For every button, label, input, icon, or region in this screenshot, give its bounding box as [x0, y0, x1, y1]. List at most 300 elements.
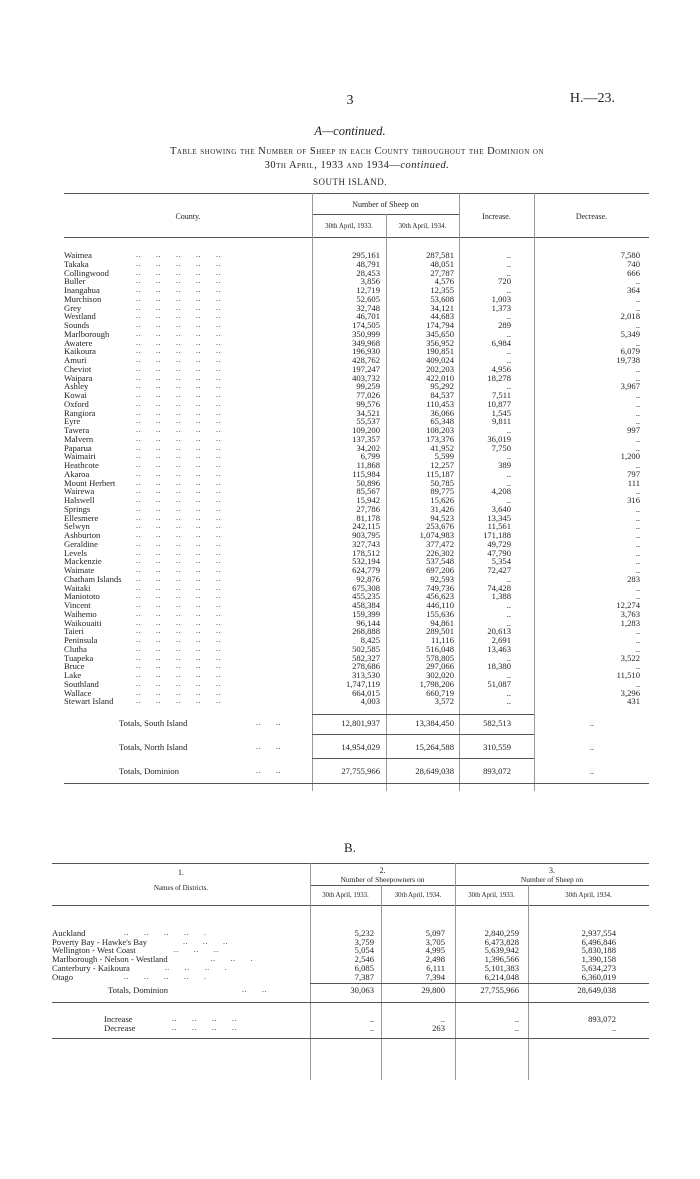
increase-value: ..	[506, 250, 511, 260]
sheep-1934: 5,599	[434, 451, 454, 462]
decrease-value: ..	[635, 512, 640, 523]
total-1933: 27,755,966	[341, 766, 380, 776]
county-name: Maniototo	[64, 591, 100, 602]
county-name: Tuapeka	[64, 652, 94, 663]
decrease-value: 11,510	[616, 670, 640, 680]
sheep-1934: 89,775	[430, 486, 454, 497]
decrease-value: ..	[635, 626, 640, 637]
decrease-value: ..	[635, 390, 640, 400]
sheep-1933: 46,701	[356, 311, 380, 322]
increase-value: ..	[506, 652, 511, 663]
total-increase: 893,072	[483, 766, 511, 776]
table-b-sheep-1933-header: 30th April, 1933.	[468, 892, 515, 899]
leader-dots: .. .. .. .. ..	[136, 250, 221, 259]
decrease-value: ..	[635, 538, 640, 549]
county-name: Waimea	[64, 250, 92, 260]
sheepowners-1933: 5,054	[354, 945, 374, 956]
county-name: Eyre	[64, 416, 81, 427]
leader-dots: .. .. .. .. ..	[136, 556, 221, 566]
leader-dots: .. .. .. .. ..	[136, 398, 221, 408]
sheep-1934: 12,257	[430, 460, 454, 470]
table-b-sheepowners-header: Number of Sheepowners on	[340, 875, 425, 884]
table-b-district-header: Names of Districts.	[153, 884, 209, 892]
total-1934: 13,384,450	[415, 718, 454, 728]
sheepowners-1934: ..	[440, 1014, 445, 1025]
island-heading: SOUTH ISLAND.	[313, 177, 387, 187]
table-title	[62, 145, 652, 173]
leader-dots: .. .. .. .. ..	[136, 486, 221, 496]
county-name: Ashley	[64, 381, 89, 392]
sheep-1934: 36,066	[430, 407, 454, 418]
increase-value: 389	[498, 460, 511, 470]
table-a-totals-rule	[312, 714, 534, 715]
sheep-1933: 2,840,259	[484, 928, 519, 938]
table-title-continued: continued.	[400, 160, 450, 171]
decrease-value: 3,522	[620, 652, 640, 663]
decrease-value: ..	[635, 302, 640, 313]
leader-dots: .. .. .. .. ..	[136, 538, 221, 548]
sheep-1934: 155,636	[426, 608, 454, 619]
sheep-1934: 34,121	[430, 302, 454, 313]
table-b-header-bottom-rule	[52, 905, 649, 906]
county-name: Lake	[64, 670, 82, 680]
sheep-1933: 6,473,828	[484, 936, 519, 947]
sheep-1933: 99,576	[356, 398, 380, 409]
sheep-1934: 53,608	[430, 293, 454, 304]
increase-value: 18,380	[487, 661, 511, 672]
decrease-value: ..	[635, 363, 640, 374]
county-name: Sounds	[64, 320, 90, 330]
sheepowners-1933: 7,387	[354, 971, 374, 982]
increase-value: ..	[506, 285, 511, 295]
sheep-1933: 1,747,119	[345, 678, 380, 689]
sheep-1933: 428,762	[352, 355, 380, 365]
table-a-top-rule	[64, 193, 649, 194]
sheep-1934: 115,187	[426, 468, 454, 479]
leader-dots: .. .. ..	[183, 936, 238, 946]
sheep-1934: 1,074,983	[419, 530, 454, 540]
sheep-1933: 458,384	[352, 600, 380, 610]
increase-value: 9,811	[491, 416, 511, 427]
totals-label: Totals, Dominion	[119, 766, 180, 776]
sheep-1933: 502,585	[352, 643, 380, 654]
sheep-1933: 27,755,966	[480, 985, 519, 996]
increase-value: ..	[506, 425, 511, 435]
total-1933: 14,954,029	[341, 742, 380, 752]
section-a-heading: A—continued.	[314, 124, 386, 138]
leader-dots: .. .. .. .. .	[124, 928, 207, 937]
totals-label: Totals, North Island	[119, 742, 188, 752]
county-name: Geraldine	[64, 538, 98, 549]
leader-dots: .. .. .. .. ..	[136, 678, 221, 688]
district-name: Decrease	[104, 1023, 136, 1034]
sheep-1933: 5,639,942	[484, 945, 519, 956]
leader-dots: .. .. .. .. ..	[136, 626, 221, 636]
county-name: Marlborough	[64, 328, 110, 339]
district-name: Canterbury - Kaikoura	[52, 962, 130, 973]
decrease-value: ..	[635, 530, 640, 540]
decrease-value: ..	[635, 547, 640, 558]
total-increase: 582,513	[483, 718, 511, 728]
table-b-sheep-header: Number of Sheep on	[520, 875, 584, 884]
leader-dots: .. .. .. .. ..	[136, 573, 221, 583]
table-a-totals-rule	[312, 734, 534, 735]
county-name: Waimairi	[64, 451, 96, 462]
sheep-1933: 50,896	[356, 477, 380, 488]
sheep-1934: 95,292	[430, 381, 454, 392]
district-row	[52, 955, 649, 964]
county-name: Tawera	[64, 425, 90, 435]
county-name: Westland	[64, 311, 96, 322]
county-name: Ellesmere	[64, 512, 99, 523]
increase-value: ..	[506, 687, 511, 698]
decrease-value: 111	[627, 477, 640, 488]
table-a-sheep-header: Number of Sheep on	[352, 200, 419, 209]
sheep-1934: 516,048	[426, 643, 454, 654]
decrease-value: 283	[627, 573, 640, 584]
county-name: Inangahua	[64, 285, 100, 295]
sheepowners-1933: 2,546	[354, 954, 374, 965]
decrease-value: 997	[627, 425, 640, 435]
leader-dots: .. .. .. ..	[172, 1023, 237, 1033]
sheep-1934: 446,110	[426, 600, 454, 610]
sheep-1933: 28,453	[356, 267, 380, 278]
county-name: Kaikoura	[64, 346, 96, 357]
sheep-1933: 532,194	[352, 556, 380, 567]
sheep-1933: 92,876	[356, 573, 380, 584]
county-name: Rangiora	[64, 407, 96, 418]
county-name: Awatere	[64, 337, 93, 348]
sheep-1934: 15,626	[430, 495, 454, 505]
table-b-sheep-1934-header: 30th April, 1934.	[565, 892, 612, 899]
decrease-value: 6,079	[620, 346, 640, 357]
leader-dots: .. .. .. .. ..	[136, 381, 221, 391]
leader-dots: .. .. .. .. ..	[136, 600, 221, 609]
increase-value: ..	[506, 355, 511, 365]
sheep-1934: 44,683	[430, 311, 454, 322]
decrease-value: 3,967	[620, 381, 640, 392]
table-a-decrease-header: Decrease.	[575, 212, 608, 221]
sheep-1934: 2,937,554	[581, 928, 616, 938]
sheep-1933: 403,732	[352, 372, 380, 383]
sheep-1933: 903,795	[352, 530, 380, 540]
sheep-1934: 302,020	[426, 670, 454, 680]
leader-dots: .. .. .. .. ..	[136, 652, 221, 662]
increase-value: 2,691	[491, 635, 511, 645]
increase-value: ..	[506, 381, 511, 392]
leader-dots: .. .. .. .. ..	[136, 320, 221, 329]
leader-dots: .. .. .. .. ..	[136, 608, 221, 618]
table-b-subheader-rule	[310, 885, 649, 886]
sheepowners-1933: 30,063	[350, 985, 374, 996]
increase-value: 1,388	[491, 591, 511, 602]
sheep-1933: 268,888	[352, 626, 380, 637]
table-title-line1: Table showing the Number of Sheep in each County throughout the Dominion on	[169, 146, 545, 157]
county-name: Stewart Island	[64, 696, 114, 707]
county-name: Chatham Islands	[64, 573, 122, 584]
sheepowners-1934: 5,097	[425, 928, 445, 938]
page-number: 3	[346, 93, 354, 108]
sheep-1933: 109,200	[352, 425, 380, 435]
leader-dots: .. .. .. .. ..	[136, 643, 221, 653]
county-name: Waitaki	[64, 582, 91, 593]
sheepowners-1933: 6,085	[354, 962, 374, 973]
sheep-1933: 85,567	[356, 486, 380, 497]
county-name: Oxford	[64, 398, 89, 409]
sheep-1933: 32,748	[356, 302, 380, 313]
sheep-1934: 4,576	[434, 276, 454, 287]
leader-dots: .. .. .. .. ..	[136, 442, 221, 452]
sheep-1934: 1,798,206	[419, 678, 454, 689]
totals-row	[52, 986, 649, 995]
sheep-1934: 173,376	[426, 433, 454, 444]
increase-value: ..	[506, 573, 511, 584]
sheep-1934: 422,010	[426, 372, 454, 383]
sheep-1933: 582,327	[352, 652, 380, 663]
sheep-1934: 11,116	[431, 635, 454, 645]
sheep-1933: 313,530	[352, 670, 380, 680]
leader-dots: .. .. .. .. .	[124, 971, 207, 981]
table-a-header-bottom-rule	[64, 237, 649, 238]
sheep-1934: 84,537	[430, 390, 454, 400]
sheep-1933: 11,868	[356, 460, 380, 470]
county-name: Selwyn	[64, 521, 90, 532]
decrease-value: 7,580	[620, 250, 640, 260]
county-name: Wallace	[64, 687, 92, 698]
table-b-col2-number: 2.	[379, 866, 386, 875]
sheepowners-1934: 2,498	[425, 954, 445, 965]
leader-dots: .. .. .. .. ..	[136, 425, 221, 434]
sheep-1934: 5,830,188	[581, 945, 616, 956]
decrease-value: ..	[635, 503, 640, 514]
decrease-value: ..	[635, 337, 640, 348]
increase-value: ..	[506, 608, 511, 619]
decrease-value: ..	[635, 661, 640, 672]
sheep-1934: 12,355	[430, 285, 454, 295]
sheep-1934: 110,453	[426, 398, 454, 409]
sheep-1934: 297,066	[426, 661, 454, 672]
district-name: Auckland	[52, 928, 86, 938]
county-name: Waipara	[64, 372, 93, 383]
leader-dots: .. .. .. .. ..	[136, 433, 221, 443]
sheep-1933: 77,026	[356, 390, 380, 400]
sheepowners-1933: 3,759	[354, 936, 374, 947]
leader-dots: .. .. .	[210, 954, 254, 964]
sheep-1934: 94,861	[430, 617, 454, 628]
sheep-1933: 34,521	[356, 407, 380, 418]
county-name: Peninsula	[64, 635, 98, 645]
sheep-1934: 660,719	[426, 687, 454, 698]
document-reference: H.—23.	[569, 91, 615, 106]
decrease-value: 740	[627, 258, 640, 269]
sheep-1933: 99,259	[356, 381, 380, 392]
county-name: Mount Herbert	[64, 477, 116, 488]
total-1934: 15,264,588	[415, 742, 454, 752]
district-row	[52, 973, 649, 982]
increase-value: 720	[498, 276, 511, 287]
section-b-heading: B.	[344, 840, 356, 855]
increase-value: 1,003	[491, 293, 511, 304]
sheep-1933: 5,101,383	[484, 962, 519, 973]
increase-value: ..	[506, 311, 511, 322]
sheep-1933: 12,719	[356, 285, 380, 295]
sheep-1933: 27,786	[356, 503, 380, 514]
leader-dots: .. .. .. .. ..	[136, 311, 221, 321]
county-name: Cheviot	[64, 363, 92, 374]
county-name: Vincent	[64, 600, 91, 610]
sheep-1933: 1,396,566	[484, 954, 519, 965]
total-1933: 12,801,937	[341, 718, 380, 728]
leader-dots: .. .. .. .. ..	[136, 355, 221, 364]
decrease-value: ..	[635, 635, 640, 645]
table-a-increase-header: Increase.	[482, 212, 511, 221]
sheep-1934: 5,634,273	[581, 962, 616, 973]
leader-dots: .. .. .. .. ..	[136, 591, 221, 601]
leader-dots: .. .. .. .	[164, 962, 228, 972]
leader-dots: .. .. .. .. ..	[136, 346, 221, 356]
sheep-1933: ..	[514, 1014, 519, 1025]
decrease-value: 12,274	[616, 600, 640, 610]
county-name: Heathcote	[64, 460, 99, 470]
increase-value: 7,750	[491, 442, 511, 453]
increase-value: ..	[506, 468, 511, 479]
increase-value: ..	[506, 670, 511, 680]
leader-dots: .. .. .. .. ..	[136, 687, 221, 697]
decrease-value: 797	[627, 468, 640, 479]
increase-value: ..	[506, 328, 511, 339]
increase-value: ..	[506, 600, 511, 610]
increase-row	[52, 1015, 649, 1024]
increase-value: 72,427	[487, 565, 511, 575]
leader-dots: .. .. .. .. ..	[136, 512, 221, 522]
totals-label: Totals, South Island	[119, 718, 188, 728]
sheep-1934: 3,572	[434, 696, 454, 707]
decrease-value: 431	[627, 696, 640, 707]
leader-dots: .. .. .. .. ..	[136, 477, 221, 487]
decrease-value: ..	[635, 582, 640, 593]
sheep-1934: 94,523	[430, 512, 454, 523]
leader-dots: .. .. .. ..	[172, 1014, 237, 1024]
sheep-1933: 327,743	[352, 538, 380, 549]
district-row	[52, 938, 649, 947]
county-name: Halswell	[64, 495, 95, 505]
increase-value: ..	[506, 346, 511, 357]
table-b-col3-number: 3.	[549, 866, 555, 875]
leader-dots: .. .. .. .. ..	[136, 565, 221, 574]
sheepowners-1934: 7,394	[425, 971, 445, 982]
sheep-1933: 174,505	[352, 320, 380, 330]
decrease-value: ..	[635, 643, 640, 654]
county-name: Bruce	[64, 661, 85, 672]
sheep-1934: 578,805	[426, 652, 454, 663]
increase-value: 20,613	[487, 626, 511, 637]
county-name: Southland	[64, 678, 99, 689]
increase-value: 47,790	[487, 547, 511, 558]
leader-dots: .. .. .. .. ..	[136, 407, 221, 417]
leader-dots: .. .. .. .. ..	[136, 302, 221, 312]
sheep-1934: 697,206	[426, 565, 454, 575]
increase-value: 36,019	[487, 433, 511, 444]
leader-dots: .. .. .. .. ..	[136, 503, 221, 513]
leader-dots: .. .. .. .. ..	[136, 635, 221, 644]
leader-dots: .. .. .. .. ..	[136, 267, 221, 277]
sheep-1934: 31,426	[430, 503, 454, 514]
decrease-value: 364	[627, 285, 640, 295]
decrease-value: ..	[635, 293, 640, 304]
sheep-1933: 52,605	[356, 293, 380, 304]
table-b-bottom-rule	[52, 1038, 649, 1039]
decrease-value: ..	[635, 398, 640, 409]
sheep-1934: 456,623	[426, 591, 454, 602]
sheepowners-1933: 5,232	[354, 928, 374, 938]
sheep-1933: 455,235	[352, 591, 380, 602]
decrease-value: ..	[635, 433, 640, 444]
leader-dots: .. .. .. .. ..	[136, 416, 221, 426]
sheep-1933: 4,003	[360, 696, 380, 707]
sheep-1934: 1,390,158	[581, 954, 616, 965]
leader-dots: .. .. ..	[173, 945, 234, 955]
sheep-1933: 3,856	[360, 276, 380, 287]
leader-dots: .. .. .. .. ..	[136, 617, 221, 627]
table-a-1933-header: 30th April, 1933.	[325, 222, 373, 230]
table-a-county-header: County.	[175, 212, 201, 221]
county-name: Wairewa	[64, 486, 95, 497]
decrease-value: 666	[627, 267, 640, 278]
increase-value: 13,463	[487, 643, 511, 654]
table-title-line2: 30th April, 1933 and 1934—	[264, 160, 401, 171]
sheep-1934: 6,496,846	[581, 936, 616, 947]
decrease-value: ..	[635, 460, 640, 470]
leader-dots: .. .. .. .. ..	[136, 293, 221, 303]
leader-dots: .. .. .. .. ..	[136, 258, 221, 268]
decrease-value: 1,283	[620, 617, 640, 628]
district-name: Wellington - West Coast	[52, 945, 136, 956]
county-name: Malvern	[64, 433, 94, 444]
sheep-1934: ..	[611, 1023, 616, 1034]
increase-value: ..	[506, 267, 511, 278]
sheep-1934: 41,952	[430, 442, 454, 453]
sheep-1933: 15,942	[356, 495, 380, 505]
decrease-value: ..	[635, 486, 640, 497]
sheep-1934: 226,302	[426, 547, 454, 558]
county-name: Akaroa	[64, 468, 90, 479]
sheep-1934: 50,785	[430, 477, 454, 488]
sheep-1934: 108,203	[426, 425, 454, 435]
sheep-1933: 55,537	[356, 416, 380, 427]
sheepowners-1934: 3,705	[425, 936, 445, 947]
sheep-1934: 537,548	[426, 556, 454, 567]
leader-dots: .. .. .. .. ..	[136, 661, 221, 671]
leader-dots: .. .. .. .. ..	[136, 363, 221, 373]
increase-value: 4,956	[491, 363, 511, 374]
sheep-1933: 278,686	[352, 661, 380, 672]
sheep-1934: 893,072	[588, 1014, 616, 1025]
sheep-1933: 8,425	[360, 635, 380, 645]
total-increase: 310,559	[483, 742, 511, 752]
total-decrease: ..	[589, 766, 594, 776]
leader-dots: .. ..	[242, 985, 267, 995]
increase-value: 51,087	[487, 678, 511, 689]
increase-value: ..	[506, 495, 511, 505]
sheep-1933: 675,308	[352, 582, 380, 593]
increase-value: ..	[506, 617, 511, 628]
decrease-value: 1,200	[620, 451, 640, 462]
county-name: Ashburton	[64, 530, 101, 540]
decrease-value: ..	[635, 678, 640, 689]
increase-value: ..	[506, 477, 511, 488]
decrease-value: ..	[635, 591, 640, 602]
increase-value: ..	[506, 258, 511, 269]
